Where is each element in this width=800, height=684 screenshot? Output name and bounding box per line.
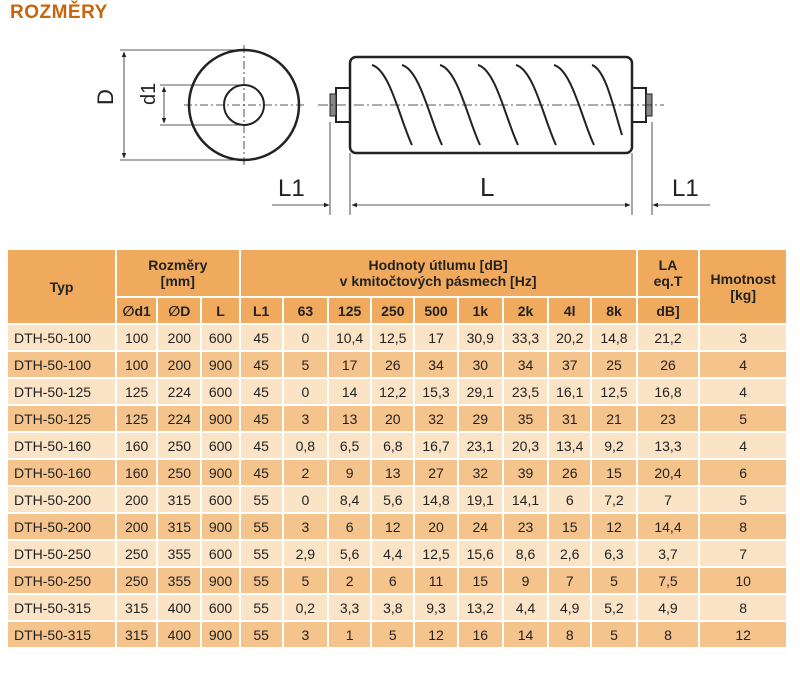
table-body <box>8 325 788 649</box>
table-cell: 315 <box>158 487 202 514</box>
table-cell: 7,5 <box>638 568 701 595</box>
cell-typ: DTH-50-100 <box>8 352 117 379</box>
table-cell: 20,4 <box>638 460 701 487</box>
cell-typ: DTH-50-125 <box>8 379 117 406</box>
table-cell: 12 <box>700 622 788 649</box>
table-cell: 315 <box>117 595 158 622</box>
table-cell: 55 <box>241 487 284 514</box>
subheader-la-unit: dB] <box>638 298 701 325</box>
table-cell: 8,6 <box>504 541 549 568</box>
table-cell: 5 <box>372 622 415 649</box>
table-cell: 45 <box>241 325 284 352</box>
table-cell: 4,9 <box>549 595 592 622</box>
table-cell: 224 <box>158 379 202 406</box>
table-cell: 32 <box>459 460 504 487</box>
table-cell: 600 <box>202 595 240 622</box>
table-cell: 4,4 <box>372 541 415 568</box>
cell-typ: DTH-50-160 <box>8 433 117 460</box>
table-cell: 25 <box>592 352 637 379</box>
table-cell: 27 <box>415 460 458 487</box>
table-cell: 0 <box>284 379 329 406</box>
table-cell: 8 <box>638 622 701 649</box>
table-cell: 14 <box>504 622 549 649</box>
table-cell: 224 <box>158 406 202 433</box>
label-d-inner: d1 <box>138 82 160 105</box>
table-cell: 35 <box>504 406 549 433</box>
table-cell: 5 <box>592 568 637 595</box>
table-cell: 100 <box>117 352 158 379</box>
table-cell: 20,3 <box>504 433 549 460</box>
table-cell: 5 <box>284 352 329 379</box>
table-cell: 8 <box>700 595 788 622</box>
table-row <box>8 541 788 568</box>
table-cell: 10 <box>700 568 788 595</box>
table-cell: 26 <box>638 352 701 379</box>
table-row <box>8 514 788 541</box>
table-cell: 17 <box>415 325 458 352</box>
table-cell: 9,3 <box>415 595 458 622</box>
subheader-8k: 8k <box>592 298 637 325</box>
cell-typ: DTH-50-200 <box>8 487 117 514</box>
table-cell: 7 <box>549 568 592 595</box>
subheader-2k: 2k <box>504 298 549 325</box>
table-cell: 20 <box>372 406 415 433</box>
table-cell: 900 <box>202 568 240 595</box>
table-cell: 3,8 <box>372 595 415 622</box>
header-rozmery <box>117 250 240 298</box>
section-heading: ROZMĚRY <box>10 2 108 23</box>
table-cell: 45 <box>241 460 284 487</box>
table-cell: 13,2 <box>459 595 504 622</box>
table-cell: 23,1 <box>459 433 504 460</box>
table-cell: 250 <box>117 568 158 595</box>
table-cell: 5,6 <box>372 487 415 514</box>
subheader-d1: ∅d1 <box>117 298 158 325</box>
table-cell: 9,2 <box>592 433 637 460</box>
table-cell: 250 <box>117 541 158 568</box>
header-hmotnost <box>700 250 788 325</box>
table-cell: 3 <box>700 325 788 352</box>
table-cell: 2,9 <box>284 541 329 568</box>
table-cell: 13 <box>372 460 415 487</box>
table-cell: 21,2 <box>638 325 701 352</box>
cell-typ: DTH-50-250 <box>8 541 117 568</box>
table-cell: 3 <box>284 406 329 433</box>
table-cell: 19,1 <box>459 487 504 514</box>
table-row <box>8 622 788 649</box>
table-row <box>8 595 788 622</box>
subheader-125: 125 <box>329 298 372 325</box>
table-cell: 45 <box>241 352 284 379</box>
table-row <box>8 568 788 595</box>
table-cell: 4,4 <box>504 595 549 622</box>
table-cell: 5,6 <box>329 541 372 568</box>
table-cell: 20,2 <box>549 325 592 352</box>
table-cell: 125 <box>117 406 158 433</box>
table-cell: 125 <box>117 379 158 406</box>
table-cell: 7,2 <box>592 487 637 514</box>
table-cell: 39 <box>504 460 549 487</box>
table-cell: 20 <box>415 514 458 541</box>
header-la <box>638 250 701 298</box>
label-length: L <box>480 172 495 202</box>
table-cell: 9 <box>329 460 372 487</box>
table-cell: 400 <box>158 595 202 622</box>
table-cell: 0 <box>284 487 329 514</box>
table-cell: 6 <box>372 568 415 595</box>
subheader-4k: 4l <box>549 298 592 325</box>
table-cell: 2 <box>284 460 329 487</box>
table-cell: 32 <box>415 406 458 433</box>
table-cell: 3 <box>284 622 329 649</box>
cell-typ: DTH-50-315 <box>8 622 117 649</box>
table-cell: 45 <box>241 433 284 460</box>
table-cell: 2,6 <box>549 541 592 568</box>
table-cell: 45 <box>241 406 284 433</box>
subheader-500: 500 <box>415 298 458 325</box>
header-utlum-subtitle: v kmitočtových pásmech [Hz] <box>339 273 537 289</box>
table-cell: 13,4 <box>549 433 592 460</box>
table-cell: 400 <box>158 622 202 649</box>
table-cell: 4,9 <box>638 595 701 622</box>
table-cell: 55 <box>241 622 284 649</box>
table-cell: 3 <box>284 514 329 541</box>
table-cell: 355 <box>158 568 202 595</box>
table-cell: 3,3 <box>329 595 372 622</box>
table-cell: 12 <box>372 514 415 541</box>
table-cell: 29 <box>459 406 504 433</box>
table-cell: 4 <box>700 352 788 379</box>
table-cell: 12,5 <box>415 541 458 568</box>
table-cell: 30 <box>459 352 504 379</box>
table-cell: 2 <box>329 568 372 595</box>
table-cell: 15,3 <box>415 379 458 406</box>
table-cell: 250 <box>158 433 202 460</box>
table-cell: 900 <box>202 352 240 379</box>
table-cell: 6 <box>549 487 592 514</box>
header-hmotnost-unit: [kg] <box>730 286 757 303</box>
table-cell: 12,2 <box>372 379 415 406</box>
header-rozmery-unit: [mm] <box>160 273 195 289</box>
table-cell: 15 <box>459 568 504 595</box>
table-cell: 160 <box>117 460 158 487</box>
table-cell: 200 <box>158 352 202 379</box>
table-cell: 250 <box>158 460 202 487</box>
table-cell: 13,3 <box>638 433 701 460</box>
subheader-l1: L1 <box>241 298 284 325</box>
label-l1-right: L1 <box>672 175 699 202</box>
subheader-63: 63 <box>284 298 329 325</box>
header-rozmery-title: Rozměry <box>148 257 208 273</box>
table-cell: 24 <box>459 514 504 541</box>
table-cell: 5 <box>284 568 329 595</box>
header-typ: Typ <box>8 250 117 325</box>
cell-typ: DTH-50-250 <box>8 568 117 595</box>
table-cell: 5,2 <box>592 595 637 622</box>
table-cell: 6,5 <box>329 433 372 460</box>
table-cell: 55 <box>241 568 284 595</box>
subheader-250: 250 <box>372 298 415 325</box>
table-cell: 12,5 <box>372 325 415 352</box>
table-cell: 34 <box>504 352 549 379</box>
table-cell: 11 <box>415 568 458 595</box>
table-cell: 26 <box>372 352 415 379</box>
table-cell: 200 <box>117 514 158 541</box>
table-cell: 12,5 <box>592 379 637 406</box>
table-cell: 45 <box>241 379 284 406</box>
table-row <box>8 379 788 406</box>
table-cell: 160 <box>117 433 158 460</box>
table-cell: 23,5 <box>504 379 549 406</box>
table-cell: 1 <box>329 622 372 649</box>
table-cell: 14,8 <box>415 487 458 514</box>
table-cell: 200 <box>117 487 158 514</box>
table-cell: 5 <box>700 406 788 433</box>
table-cell: 100 <box>117 325 158 352</box>
table-cell: 6 <box>700 460 788 487</box>
table-cell: 16,8 <box>638 379 701 406</box>
table-cell: 5 <box>592 622 637 649</box>
subheader-1k: 1k <box>459 298 504 325</box>
label-l1-left: L1 <box>278 175 305 202</box>
table-cell: 16 <box>459 622 504 649</box>
table-cell: 17 <box>329 352 372 379</box>
table-cell: 10,4 <box>329 325 372 352</box>
table-cell: 14,8 <box>592 325 637 352</box>
cell-typ: DTH-50-100 <box>8 325 117 352</box>
table-row <box>8 325 788 352</box>
table-cell: 55 <box>241 595 284 622</box>
dimensions-table <box>8 250 788 649</box>
cell-typ: DTH-50-125 <box>8 406 117 433</box>
table-cell: 600 <box>202 433 240 460</box>
table-cell: 55 <box>241 541 284 568</box>
subheader-l: L <box>202 298 240 325</box>
table-cell: 9 <box>504 568 549 595</box>
table-cell: 26 <box>549 460 592 487</box>
table-cell: 37 <box>549 352 592 379</box>
table-cell: 315 <box>117 622 158 649</box>
table-cell: 8 <box>549 622 592 649</box>
table-cell: 900 <box>202 460 240 487</box>
table-cell: 600 <box>202 541 240 568</box>
cell-typ: DTH-50-160 <box>8 460 117 487</box>
table-cell: 315 <box>158 514 202 541</box>
table-row <box>8 406 788 433</box>
header-la-line1: LA <box>658 257 678 273</box>
table-cell: 29,1 <box>459 379 504 406</box>
cell-typ: DTH-50-200 <box>8 514 117 541</box>
table-cell: 55 <box>241 514 284 541</box>
table-cell: 0 <box>284 325 329 352</box>
table-cell: 30,9 <box>459 325 504 352</box>
table-cell: 600 <box>202 487 240 514</box>
table-cell: 23 <box>504 514 549 541</box>
table-cell: 33,3 <box>504 325 549 352</box>
table-cell: 6 <box>329 514 372 541</box>
table-cell: 15 <box>549 514 592 541</box>
table-row <box>8 460 788 487</box>
table-cell: 7 <box>700 541 788 568</box>
table-cell: 900 <box>202 406 240 433</box>
table-cell: 5 <box>700 487 788 514</box>
table-row <box>8 433 788 460</box>
table-cell: 4 <box>700 379 788 406</box>
cell-typ: DTH-50-315 <box>8 595 117 622</box>
table-cell: 13 <box>329 406 372 433</box>
subheader-d: ∅D <box>158 298 202 325</box>
table-cell: 23 <box>638 406 701 433</box>
table-cell: 900 <box>202 514 240 541</box>
header-hmotnost-title: Hmotnost <box>710 270 776 287</box>
table-cell: 0,2 <box>284 595 329 622</box>
table-cell: 21 <box>592 406 637 433</box>
table-cell: 15 <box>592 460 637 487</box>
label-d-outer: D <box>93 89 118 105</box>
table-cell: 4 <box>700 433 788 460</box>
header-la-line2: eq.T <box>653 273 683 289</box>
silencer-dimension-drawing <box>0 30 800 250</box>
table-cell: 6,3 <box>592 541 637 568</box>
table-cell: 600 <box>202 379 240 406</box>
table-cell: 600 <box>202 325 240 352</box>
table-cell: 8,4 <box>329 487 372 514</box>
table-cell: 8 <box>700 514 788 541</box>
header-utlum-title: Hodnoty útlumu [dB] <box>368 257 508 273</box>
table-cell: 31 <box>549 406 592 433</box>
table-row <box>8 352 788 379</box>
table-cell: 6,8 <box>372 433 415 460</box>
table-cell: 12 <box>415 622 458 649</box>
table-cell: 7 <box>638 487 701 514</box>
table-cell: 0,8 <box>284 433 329 460</box>
table-cell: 355 <box>158 541 202 568</box>
table-cell: 15,6 <box>459 541 504 568</box>
table-cell: 12 <box>592 514 637 541</box>
table-row <box>8 487 788 514</box>
table-cell: 14,4 <box>638 514 701 541</box>
table-cell: 14,1 <box>504 487 549 514</box>
table-cell: 16,1 <box>549 379 592 406</box>
table-cell: 14 <box>329 379 372 406</box>
table-cell: 200 <box>158 325 202 352</box>
table-cell: 900 <box>202 622 240 649</box>
table-cell: 3,7 <box>638 541 701 568</box>
table-cell: 16,7 <box>415 433 458 460</box>
table-cell: 34 <box>415 352 458 379</box>
header-utlum <box>241 250 638 298</box>
